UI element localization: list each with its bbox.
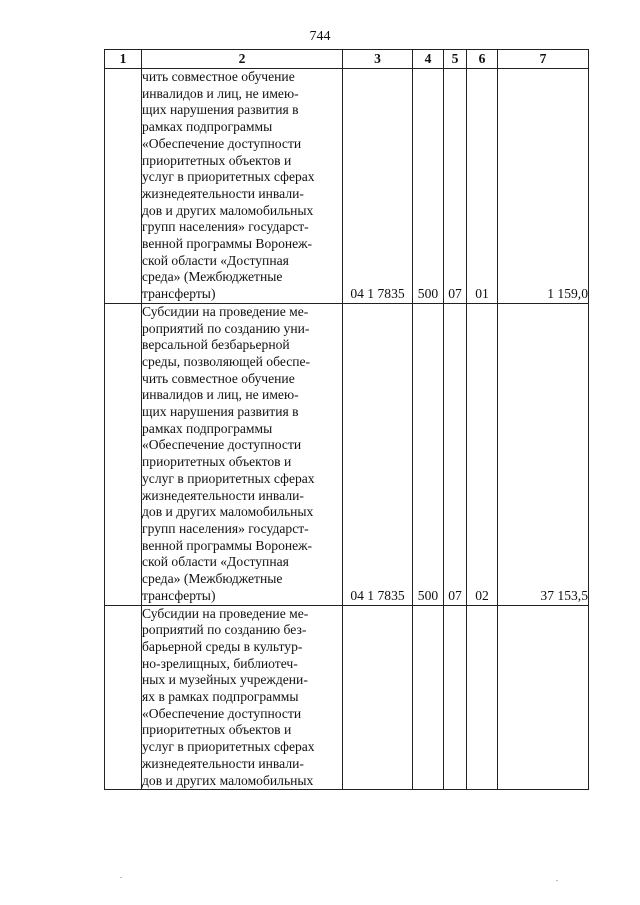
header-col-6: 6 [467, 50, 498, 69]
subsection-cell [467, 605, 498, 790]
description-line: чить совместное обучение [142, 370, 295, 386]
row-number-cell [105, 605, 142, 790]
description-line: приоритетных объектов и [142, 152, 292, 168]
scan-speck [120, 877, 122, 878]
description-line: Субсидии на проведение ме- [142, 303, 309, 319]
description-line: жизнедеятельности инвали- [142, 487, 304, 503]
description-line: рамках подпрограммы [142, 119, 273, 135]
row-description [142, 605, 343, 790]
description-line: жизнедеятельности инвали- [142, 185, 304, 201]
description-line: приоритетных объектов и [142, 454, 292, 470]
expense-type-cell [413, 605, 444, 790]
description-line: «Обеспечение доступности [142, 437, 302, 453]
page-number: 744 [309, 29, 331, 44]
table-row [105, 69, 589, 304]
description-line: дов и других маломобильных [142, 504, 314, 520]
header-col-5: 5 [444, 50, 467, 69]
description-line: роприятий по созданию уни- [142, 320, 310, 336]
target-code-cell: 04 1 7835 [343, 69, 413, 304]
subsection-cell: 01 [467, 69, 498, 304]
description-line: инвалидов и лиц, не имею- [142, 85, 299, 101]
description-line: дов и других маломобильных [142, 772, 314, 788]
description-line: роприятий по созданию без- [142, 622, 307, 638]
description-line: услуг в приоритетных сферах [142, 739, 315, 755]
description-line: групп населения» государст- [142, 219, 309, 235]
header-col-7: 7 [498, 50, 589, 69]
description-line: барьерной среды в культур- [142, 638, 303, 654]
description-line: ных и музейных учреждени- [142, 672, 308, 688]
description-line: «Обеспечение доступности [142, 705, 302, 721]
description-line: приоритетных объектов и [142, 722, 292, 738]
description-line: групп населения» государст- [142, 520, 309, 536]
description-line: трансферты) [142, 587, 216, 603]
description-line: венной программы Воронеж- [142, 537, 313, 553]
description-line: венной программы Воронеж- [142, 236, 313, 252]
target-code-cell [343, 605, 413, 790]
description-line: рамках подпрограммы [142, 420, 273, 436]
description-line: Субсидии на проведение ме- [142, 605, 309, 621]
subsection-cell: 02 [467, 303, 498, 605]
expense-type-cell: 500 [413, 303, 444, 605]
description-line: дов и других маломобильных [142, 202, 314, 218]
description-line: инвалидов и лиц, не имею- [142, 387, 299, 403]
description-line: услуг в приоритетных сферах [142, 169, 315, 185]
row-number-cell [105, 69, 142, 304]
header-col-1: 1 [105, 50, 142, 69]
description-line: щих нарушения развития в [142, 404, 299, 420]
description-line: среда» (Межбюджетные [142, 269, 283, 285]
description-line: среды, позволяющей обеспе- [142, 353, 311, 369]
table-row [105, 605, 589, 790]
section-cell: 07 [444, 303, 467, 605]
amount-cell: 37 153,5 [498, 303, 589, 605]
section-cell: 07 [444, 69, 467, 304]
row-description [142, 303, 343, 605]
description-line: среда» (Межбюджетные [142, 571, 283, 587]
scan-speck [556, 880, 558, 881]
description-line: ской области «Доступная [142, 252, 289, 268]
description-line: но-зрелищных, библиотеч- [142, 655, 298, 671]
target-code-cell: 04 1 7835 [343, 303, 413, 605]
amount-cell: 1 159,0 [498, 69, 589, 304]
header-col-3: 3 [343, 50, 413, 69]
row-description [142, 69, 343, 304]
expense-type-cell: 500 [413, 69, 444, 304]
table-row [105, 303, 589, 605]
budget-table [104, 49, 589, 790]
description-line: жизнедеятельности инвали- [142, 755, 304, 771]
row-number-cell [105, 303, 142, 605]
description-line: «Обеспечение доступности [142, 135, 302, 151]
header-col-4: 4 [413, 50, 444, 69]
description-line: щих нарушения развития в [142, 102, 299, 118]
description-line: чить совместное обучение [142, 69, 295, 84]
header-row [105, 50, 589, 69]
description-line: версальной безбарьерной [142, 337, 290, 353]
amount-cell [498, 605, 589, 790]
header-col-2: 2 [142, 50, 343, 69]
description-line: трансферты) [142, 286, 216, 302]
description-line: услуг в приоритетных сферах [142, 470, 315, 486]
description-line: ской области «Доступная [142, 554, 289, 570]
section-cell [444, 605, 467, 790]
description-line: ях в рамках подпрограммы [142, 689, 299, 705]
